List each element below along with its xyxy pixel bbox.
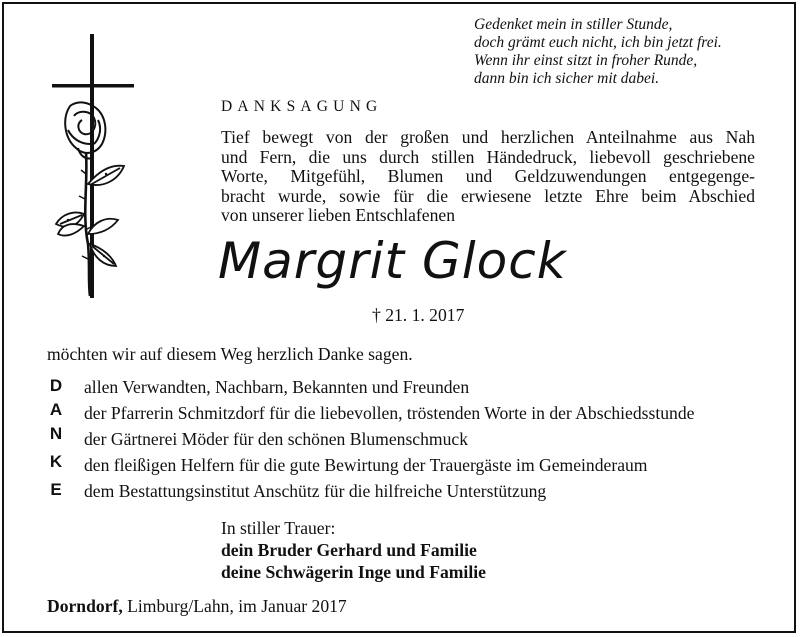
place-date bbox=[47, 596, 347, 617]
intro-line: und Fern, die uns durch stillen Händedruck, liebevoll geschriebene bbox=[221, 146, 755, 167]
intro-line: bracht wurde, sowie für die erwiesene letzte Ehre beim Abschied bbox=[221, 185, 755, 206]
poem-line: dann bin ich sicher mit dabei. bbox=[474, 70, 660, 87]
poem bbox=[474, 16, 774, 88]
danke-letter: K bbox=[49, 452, 63, 471]
poem-line: Wenn ihr einst sitzt in froher Runde, bbox=[474, 52, 698, 69]
thanks-item: den fleißigen Helfern für die gute Bewirtung der Trauergäste im Gemeinderaum bbox=[84, 455, 648, 475]
death-date: † 21. 1. 2017 bbox=[372, 305, 465, 325]
intro-line: Tief bewegt von der großen und herzlichen Anteilnahme aus Nah bbox=[221, 127, 755, 147]
place-town: Dorndorf, bbox=[47, 596, 123, 616]
cross-with-rose-icon bbox=[48, 34, 138, 300]
notice-title: DANKSAGUNG bbox=[221, 98, 383, 115]
thanks-item: allen Verwandten, Nachbarn, Bekannten und Freunden bbox=[84, 377, 470, 397]
intro-line: Worte, Mitgefühl, Blumen und Geldzuwendungen entgegenge- bbox=[221, 166, 755, 187]
thanks-item: der Gärtnerei Möder für den schönen Blumenschmuck bbox=[84, 429, 469, 449]
danke-letter: E bbox=[50, 480, 62, 499]
thanks-item: der Pfarrerin Schmitzdorf für die liebevollen, tröstenden Worte in der Abschiedsstunde bbox=[84, 403, 695, 423]
thanks-item: dem Bestattungsinstitut Anschütz für die hilfreiche Unterstützung bbox=[84, 481, 547, 501]
thanks-intro: möchten wir auf diesem Weg herzlich Danke sagen. bbox=[47, 344, 413, 364]
mourning-intro: In stiller Trauer: bbox=[221, 518, 336, 538]
mourning-family-2: deine Schwägerin Inge und Familie bbox=[221, 562, 486, 582]
poem-line: doch grämt euch nicht, ich bin jetzt frei. bbox=[474, 34, 722, 51]
danke-letter: N bbox=[49, 424, 63, 443]
danke-letter: A bbox=[49, 400, 63, 419]
mourning-family-1: dein Bruder Gerhard und Familie bbox=[221, 540, 477, 560]
mourning-signature bbox=[221, 517, 486, 583]
place-rest: Limburg/Lahn, im Januar 2017 bbox=[122, 596, 347, 616]
danke-letter: D bbox=[49, 376, 63, 395]
deceased-name: Margrit Glock bbox=[218, 232, 567, 290]
poem-line: Gedenket mein in stiller Stunde, bbox=[474, 16, 673, 33]
intro-line: von unserer lieben Entschlafenen bbox=[221, 205, 456, 226]
intro-text bbox=[221, 128, 755, 226]
